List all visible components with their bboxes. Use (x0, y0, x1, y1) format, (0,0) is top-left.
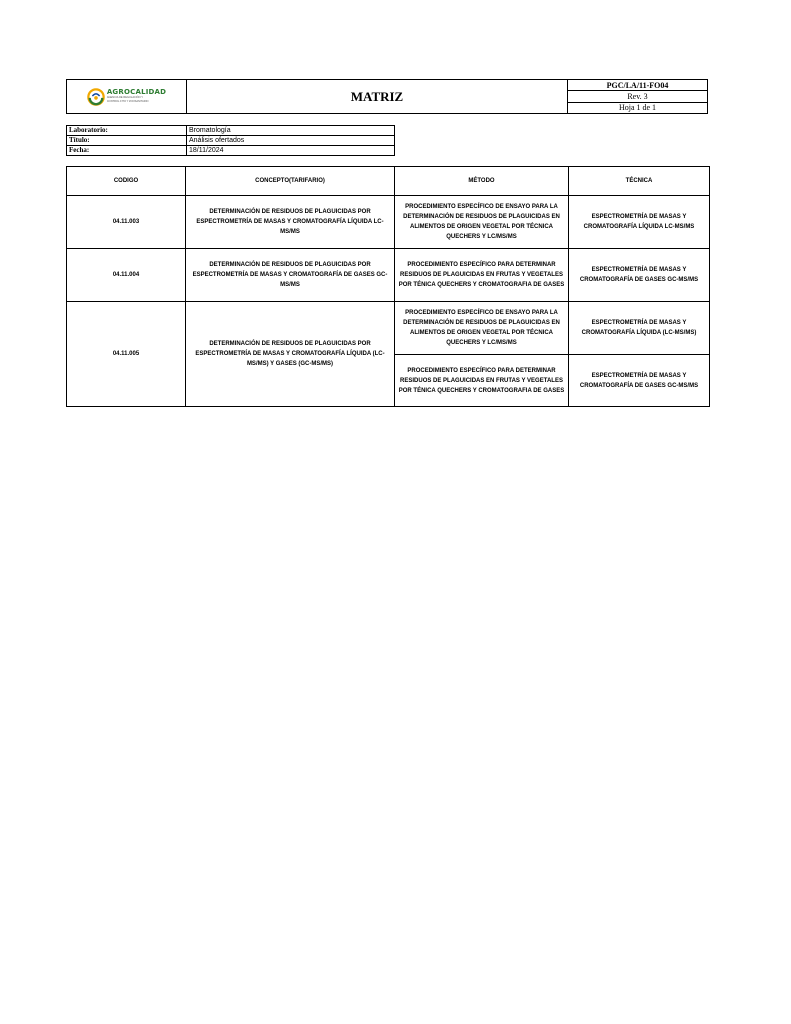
info-row (67, 126, 395, 136)
title-cell (187, 80, 568, 113)
info-value: Análisis ofertados (187, 136, 395, 146)
column-header-method: MÉTODO (395, 167, 569, 196)
method-cell: PROCEDIMIENTO ESPECÍFICO DE ENSAYO PARA LA DETERMINACIÓN DE RESIDUOS DE PLAGUICIDAS EN ALIMENTOS DE ORIGEN VEGETAL POR TÉCNICA QUECHERS Y LC/MS/MS (395, 302, 569, 355)
info-row (67, 136, 395, 146)
page-number: Hoja 1 de 1 (568, 102, 707, 113)
concept-cell: DETERMINACIÓN DE RESIDUOS DE PLAGUICIDAS POR ESPECTROMETRÍA DE MASAS Y CROMATOGRAFÍA LÍQUIDA (LC-MS/MS) Y GASES (GC-MS/MS) (186, 302, 395, 407)
technique-cell: ESPECTROMETRÍA DE MASAS Y CROMATOGRAFÍA DE GASES GC-MS/MS (569, 355, 710, 407)
agrocalidad-logo (87, 88, 166, 106)
info-table (66, 125, 395, 156)
code-cell: 04.11.005 (67, 302, 186, 407)
technique-cell: ESPECTROMETRÍA DE MASAS Y CROMATOGRAFÍA LÍQUIDA (LC-MS/MS) (569, 302, 710, 355)
column-header-technique: TÉCNICA (569, 167, 710, 196)
info-value: Bromatología (187, 126, 395, 136)
info-label: Fecha: (67, 146, 187, 156)
logo-agency-line: CONTROL FITO Y ZOOSANITARIO (106, 100, 149, 103)
info-label: Laboratorio: (67, 126, 187, 136)
document-code: PGC/LA/11-FO04 (606, 80, 669, 90)
page-title: MATRIZ (350, 88, 404, 104)
table-row (67, 249, 710, 302)
analysis-matrix-table (66, 166, 710, 407)
table-row (67, 302, 710, 355)
table-header-row (67, 167, 710, 196)
document-header (66, 79, 708, 114)
column-header-code: CODIGO (67, 167, 186, 196)
code-cell: 04.11.003 (67, 196, 186, 249)
method-cell: PROCEDIMIENTO ESPECÍFICO PARA DETERMINAR RESIDUOS DE PLAGUICIDAS EN FRUTAS Y VEGETALES POR TÉNICA QUECHERS Y CROMATOGRAFIA DE GASES (395, 355, 569, 407)
code-cell: 04.11.004 (67, 249, 186, 302)
document-meta (568, 80, 707, 113)
info-row (67, 146, 395, 156)
technique-cell: ESPECTROMETRÍA DE MASAS Y CROMATOGRAFÍA DE GASES GC-MS/MS (569, 249, 710, 302)
logo-agency-line: AGENCIA DE REGULACIÓN Y (106, 96, 143, 100)
logo-emblem-icon (87, 88, 105, 106)
concept-cell: DETERMINACIÓN DE RESIDUOS DE PLAGUICIDAS POR ESPECTROMETRÍA DE MASAS Y CROMATOGRAFÍA DE GASES GC-MS/MS (186, 249, 395, 302)
info-label: Título: (67, 136, 187, 146)
column-header-concept: CONCEPTO(TARIFARIO) (186, 167, 395, 196)
method-cell: PROCEDIMIENTO ESPECÍFICO DE ENSAYO PARA LA DETERMINACIÓN DE RESIDUOS DE PLAGUICIDAS EN ALIMENTOS DE ORIGEN VEGETAL POR TÉCNICA QUECHERS Y LC/MS/MS (395, 196, 569, 249)
concept-cell: DETERMINACIÓN DE RESIDUOS DE PLAGUICIDAS POR ESPECTROMETRÍA DE MASAS Y CROMATOGRAFÍA LÍQUIDA LC-MS/MS (186, 196, 395, 249)
info-value: 18/11/2024 (187, 146, 395, 156)
table-row (67, 196, 710, 249)
technique-cell: ESPECTROMETRÍA DE MASAS Y CROMATOGRAFÍA LÍQUIDA LC-MS/MS (569, 196, 710, 249)
revision-number: Rev. 3 (568, 90, 707, 101)
method-cell: PROCEDIMIENTO ESPECÍFICO PARA DETERMINAR RESIDUOS DE PLAGUICIDAS EN FRUTAS Y VEGETALES POR TÉNICA QUECHERS Y CROMATOGRAFIA DE GASES (395, 249, 569, 302)
logo-brand: AGROCALIDAD (106, 88, 167, 97)
logo-cell (67, 80, 187, 113)
